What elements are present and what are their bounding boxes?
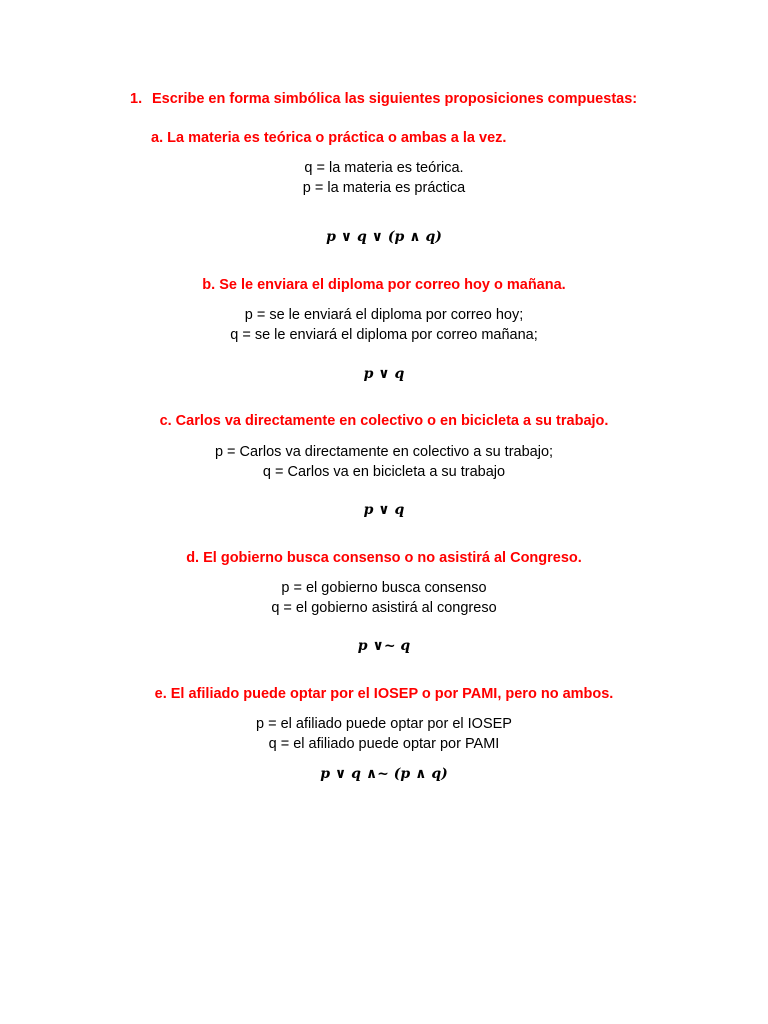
item-a-formula: p ∨ q ∨ (p ∧ q) bbox=[326, 229, 442, 245]
item-c-formula: p ∨ q bbox=[363, 502, 405, 518]
exercise-title: Escribe en forma simbólica las siguientes proposiciones compuestas: bbox=[152, 91, 638, 107]
item-b-def-2: q = se le enviará el diploma por correo mañana; bbox=[230, 327, 538, 343]
item-c-def-2: q = Carlos va en bicicleta a su trabajo bbox=[262, 464, 506, 480]
item-c-def-1: p = Carlos va directamente en colectivo a su trabajo; bbox=[214, 444, 554, 460]
item-a-def-1: q = la materia es teórica. bbox=[304, 160, 464, 176]
item-d-title: d. El gobierno busca consenso o no asistirá al Congreso. bbox=[186, 550, 582, 566]
item-b-title: b. Se le enviara el diploma por correo hoy o mañana. bbox=[202, 277, 566, 293]
item-d-def-2: q = el gobierno asistirá al congreso bbox=[271, 600, 497, 616]
item-d-def-1: p = el gobierno busca consenso bbox=[281, 580, 487, 596]
item-c-title: c. Carlos va directamente en colectivo o en bicicleta a su trabajo. bbox=[159, 413, 609, 429]
item-e-def-2: q = el afiliado puede optar por PAMI bbox=[268, 736, 500, 752]
item-b-formula: p ∨ q bbox=[363, 366, 405, 382]
item-a-title: a. La materia es teórica o práctica o ambas a la vez. bbox=[151, 130, 507, 146]
item-d-formula: p ∨~ q bbox=[357, 638, 411, 654]
item-a-def-2: p = la materia es práctica bbox=[302, 180, 466, 196]
item-b-def-1: p = se le enviará el diploma por correo hoy; bbox=[244, 307, 524, 323]
item-e-title: e. El afiliado puede optar por el IOSEP o por PAMI, pero no ambos. bbox=[154, 686, 614, 702]
item-e-def-1: p = el afiliado puede optar por el IOSEP bbox=[256, 716, 512, 732]
item-e-formula: p ∨ q ∧~ (p ∧ q) bbox=[320, 766, 448, 782]
exercise-number: 1. bbox=[130, 91, 143, 107]
exercise-heading bbox=[130, 91, 637, 107]
